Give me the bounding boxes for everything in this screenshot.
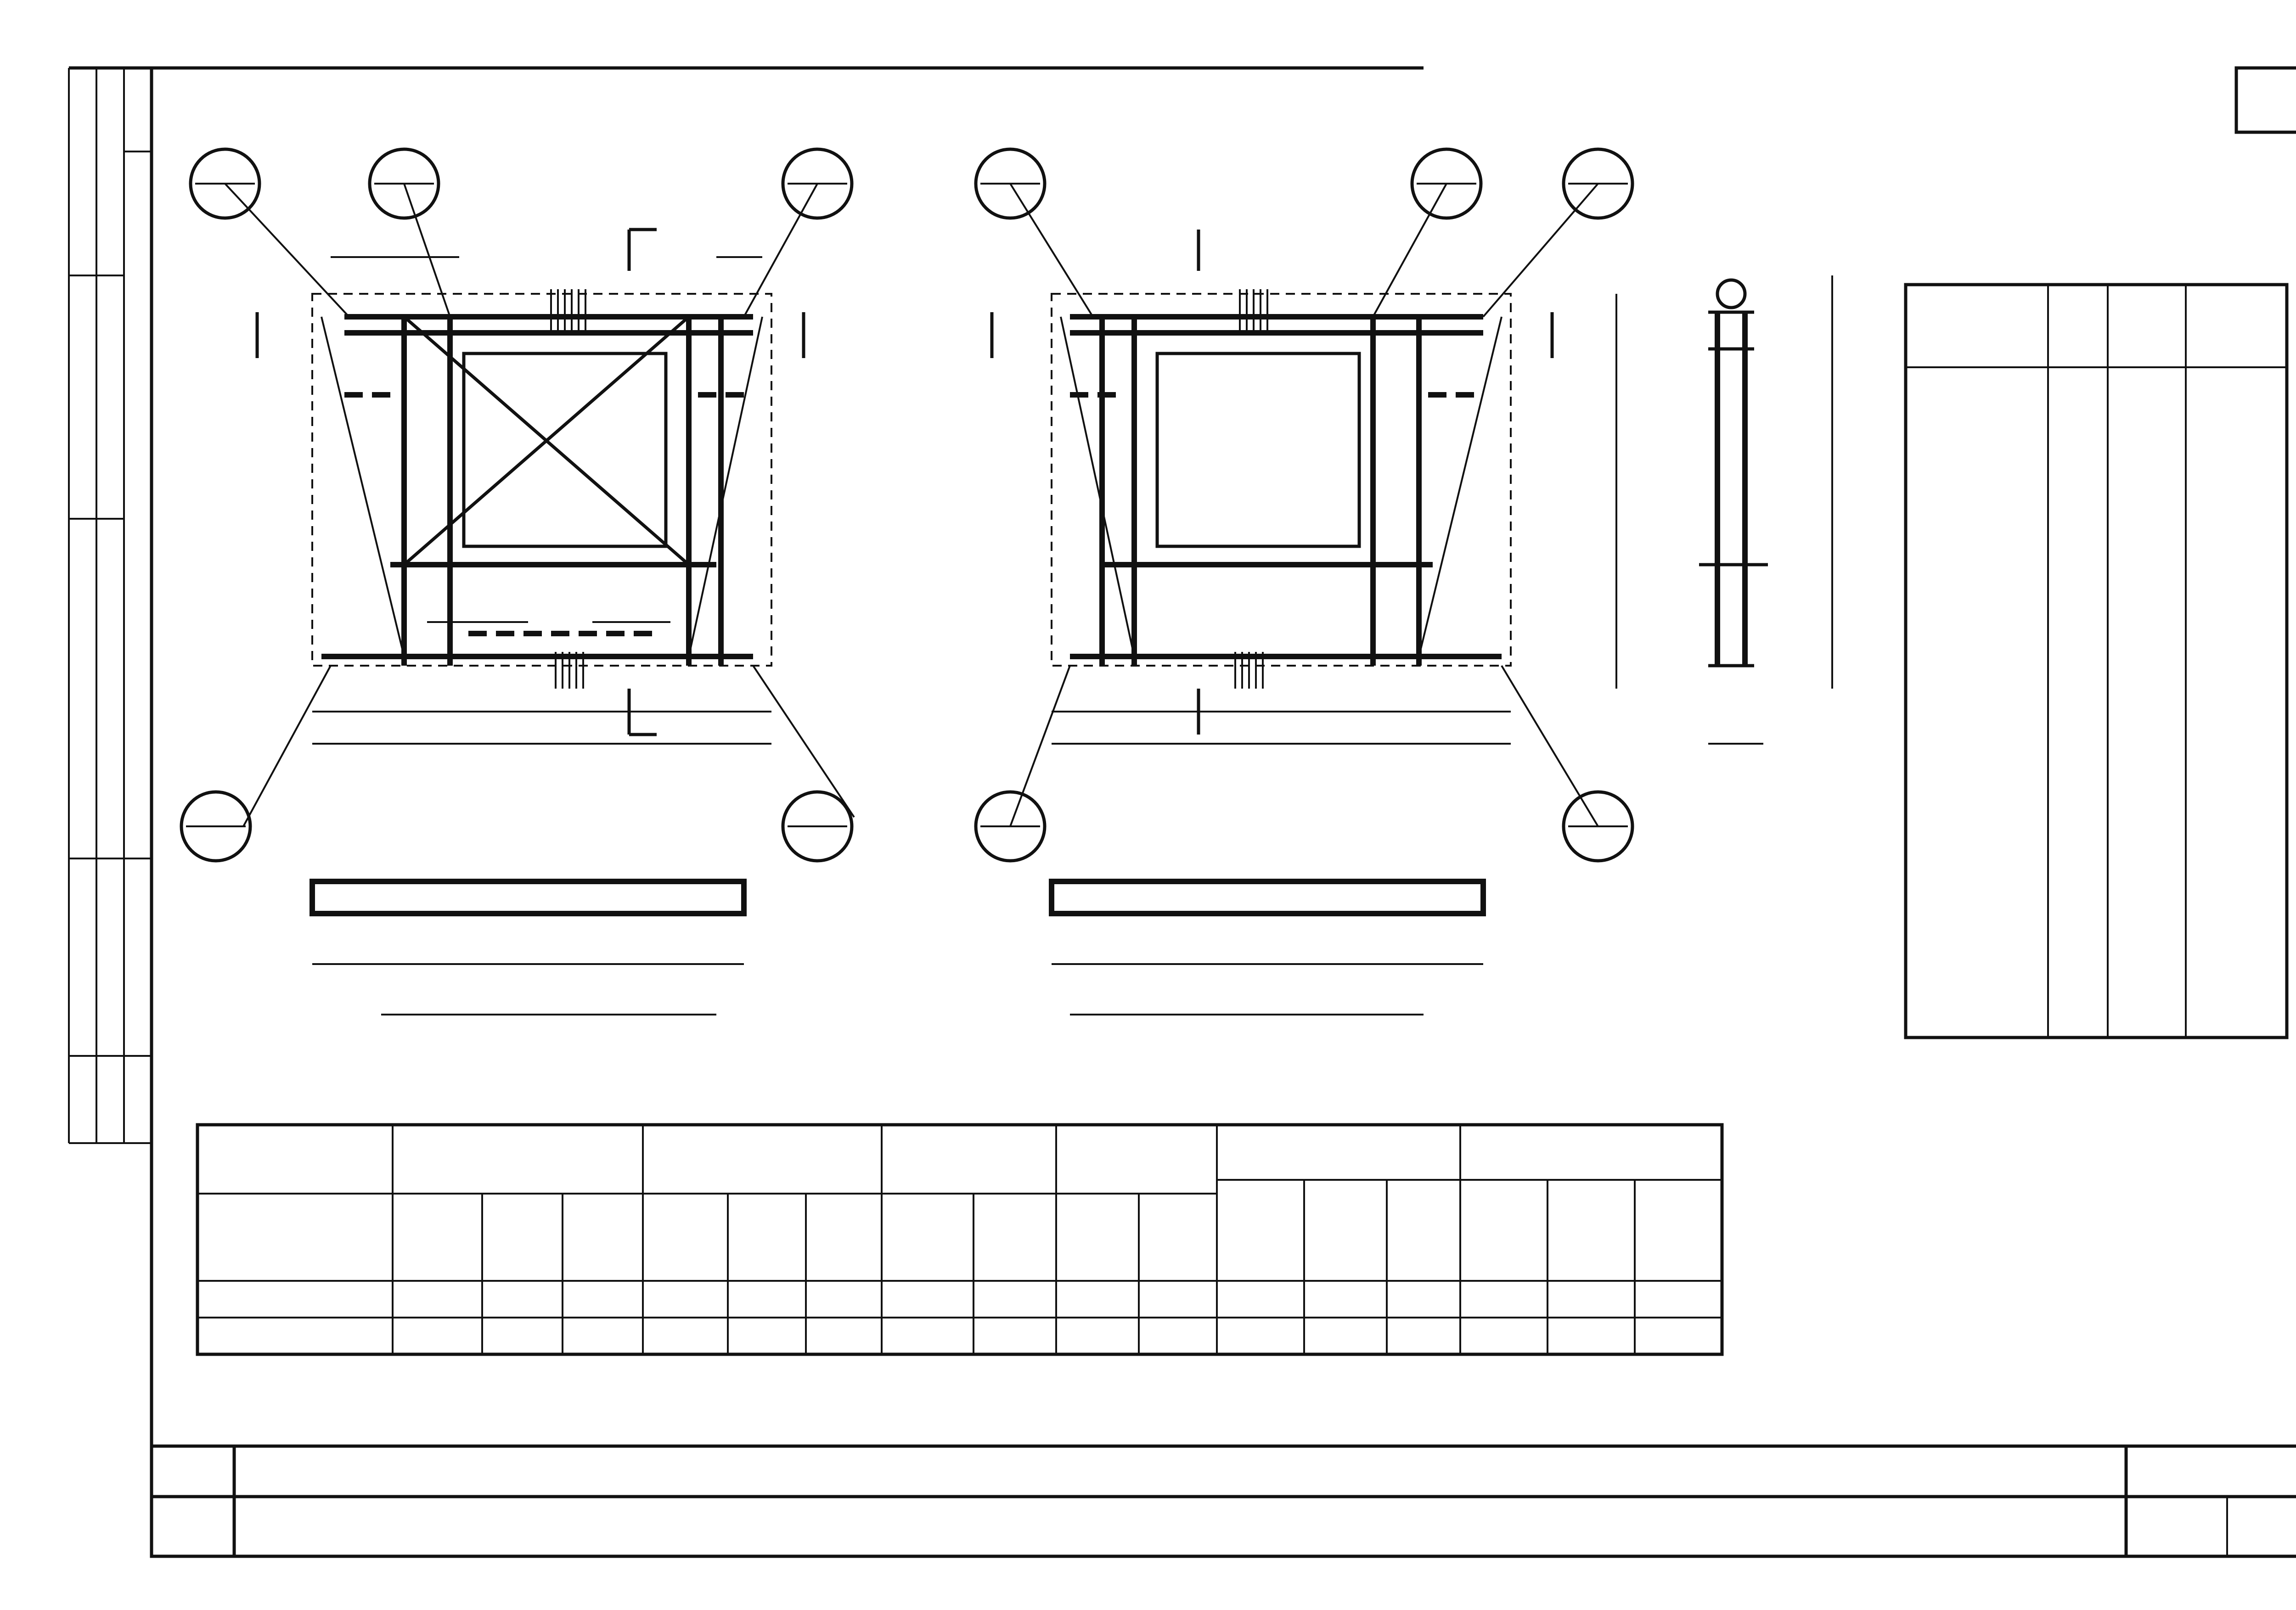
bubble-3-35-left xyxy=(191,149,259,218)
bubble-1-33-right xyxy=(976,149,1045,218)
title-block xyxy=(152,1446,2296,1556)
section-3-3 xyxy=(1699,275,1832,744)
steel-table xyxy=(197,1125,1722,1354)
spec-table xyxy=(1906,285,2287,1038)
bubble-2-33-left xyxy=(783,792,852,861)
bubble-1-33-left xyxy=(783,149,852,218)
section-1-1 xyxy=(312,881,744,1015)
bubble-17-52-left xyxy=(370,149,439,218)
sheet-number-box xyxy=(2236,68,2296,132)
bubble-4-37-left xyxy=(181,792,250,861)
plan-right xyxy=(992,184,1616,826)
section-2-2 xyxy=(1052,881,1483,1015)
bubble-2-33-right xyxy=(976,792,1045,861)
sheet-frame xyxy=(69,68,2296,1556)
bubble-3-35-right xyxy=(1564,149,1632,218)
bubble-17-52-right xyxy=(1412,149,1481,218)
plan-left xyxy=(225,184,854,826)
pkn-hatch-top xyxy=(551,289,585,331)
bubble-4-37-right xyxy=(1564,792,1632,861)
bubbles-right xyxy=(976,149,1632,861)
side-stamp xyxy=(90,854,145,1139)
